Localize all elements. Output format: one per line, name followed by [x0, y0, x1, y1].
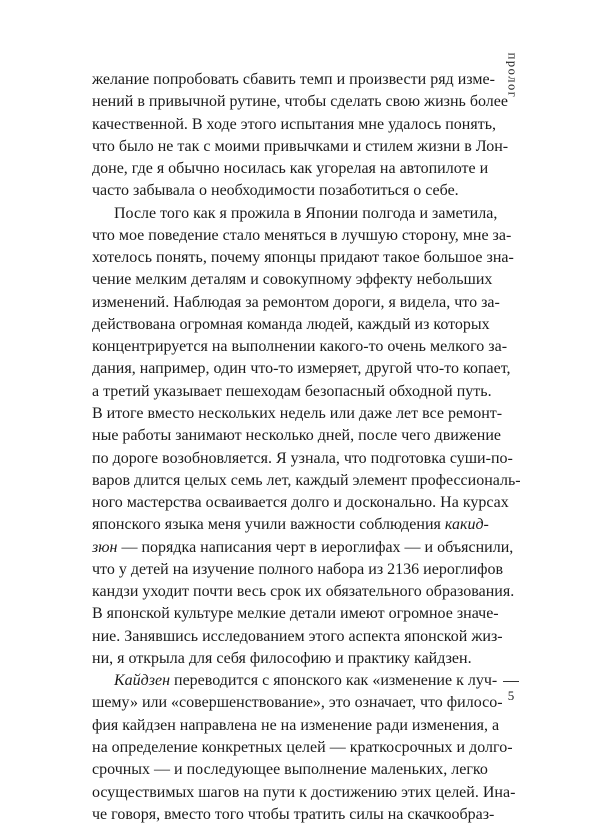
text-line: часто забывала о необходимости позаботиться о себе.: [92, 182, 459, 200]
page-number: 5: [507, 688, 515, 703]
text-line: ние. Занявшись исследованием этого аспекта японской жиз-: [92, 627, 503, 645]
text-line: действована огромная команда людей, каждый из которых: [92, 315, 490, 333]
text-line: желание попробовать сбавить темп и произвести ряд изме-: [92, 71, 495, 88]
text-line: а третий указывает пешеходам безопасный обходной путь.: [92, 382, 492, 400]
text-line: дания, например, один что-то измеряет, другой что-то копает,: [92, 360, 511, 378]
text-line: кандзи уходит почти весь срок их обязательного образования.: [92, 583, 515, 601]
text-line: что было не так с моими привычками и стилем жизни в Лон-: [92, 137, 509, 155]
text-line: по дороге возобновляется. Я узнала, что подготовка суши-по-: [92, 449, 513, 467]
text-line: варов длится целых семь лет, каждый элемент профессиональ-: [92, 471, 521, 489]
text-line: че говоря, вместо того чтобы тратить силы на скачкообраз-: [92, 805, 495, 823]
italic-term: Кайдзен: [114, 672, 170, 690]
text-line: фия кайдзен направлена не на изменение ради изменения, а: [92, 716, 500, 734]
text-line: [92, 537, 514, 559]
italic-term: зюн: [92, 538, 118, 556]
text-line: ни, я открыла для себя философию и практику кайдзен.: [92, 649, 472, 667]
text-line: В японской культуре мелкие детали имеют огромное значе-: [92, 605, 499, 623]
text-line: ные работы занимают несколько дней, после чего движение: [92, 427, 501, 445]
line-text: — порядка написания черт в иероглифах — и объяснили,: [117, 538, 514, 556]
text-line: шему» или «совершенствование», это означает, что филосо-: [92, 694, 503, 712]
text-line: [92, 514, 489, 536]
text-line: что у детей на изучение полного набора из 2136 иероглифов: [92, 560, 504, 578]
line-text: японского языка меня учили важности соблюдения: [92, 516, 445, 534]
running-head-text: пролог: [505, 52, 520, 98]
text-line: изменений. Наблюдая за ремонтом дороги, я видела, что за-: [92, 293, 500, 311]
text-line: ного мастерства осваивается долго и досконально. На курсах: [92, 494, 509, 512]
line-text: переводится с японского как «изменение к луч-: [170, 672, 498, 690]
text-line: качественной. В ходе этого испытания мне удалось понять,: [92, 115, 497, 133]
text-line: В итоге вместо нескольких недель или даже лет все ремонт-: [92, 404, 503, 422]
text-line: чение мелким деталям и совокупному эффекту небольших: [92, 271, 493, 289]
text-line: концентрируется на выполнении какого-то очень мелкого за-: [92, 338, 508, 356]
italic-term: какид-: [444, 516, 489, 534]
text-line: доне, где я обычно носилась как угорелая на автопилоте и: [92, 160, 489, 178]
text-line: осуществимых шагов на пути к достижению этих целей. Ина-: [92, 783, 516, 801]
text-line: хотелось понять, почему японцы придают такое большое зна-: [92, 249, 514, 267]
text-line: что мое поведение стало меняться в лучшую сторону, мне за-: [92, 226, 512, 244]
text-line: на определение конкретных целей — краткосрочных и долго-: [92, 738, 513, 756]
text-line: нений в привычной рутине, чтобы сделать свою жизнь более: [92, 93, 508, 111]
folio-rule: [503, 681, 519, 682]
text-line: [92, 670, 498, 692]
text-line: срочных — и последующее выполнение маленьких, легко: [92, 761, 488, 779]
text-line: После того как я прожила в Японии полгода и заметила,: [114, 204, 498, 222]
